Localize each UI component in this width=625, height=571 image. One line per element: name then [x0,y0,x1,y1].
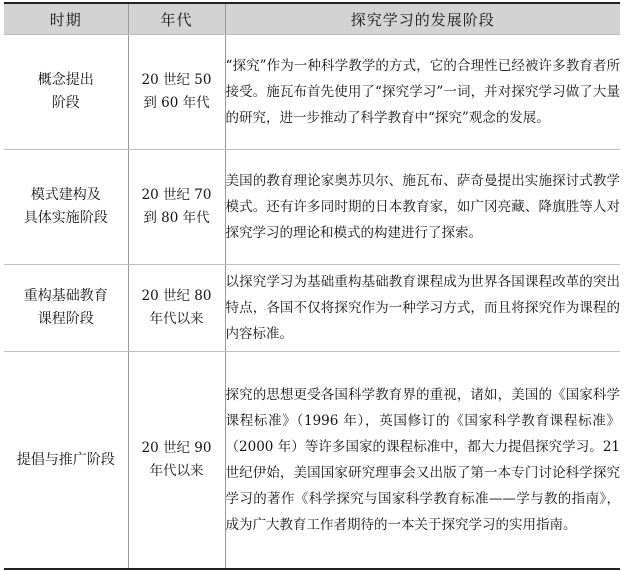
era-line: 年代以来 [149,311,204,327]
period-line: 重构基础教育 [23,288,108,304]
period-line: 阶段 [51,95,80,111]
period-cell [4,35,128,150]
era-line: 20 世纪 80 [141,288,212,304]
description-cell: 探究的思想更受各国科学教育界的重视，诸如，美国的《国家科学课程标准》（1996 年），英国修订的《国家科学教育课程标准》（2000 年）等许多国家的课程标准中，都大力提倡探究学习。21 世纪伊始，美国国家研究理事会又出版了第一本专门讨论科学探究学习的著作《科学探究与国家科学教育标准——学与教的指南》，成为广大教育工作者期待的一本关于探究学习的实用指南。 [225,352,620,570]
period-line: 概念提出 [37,72,94,88]
description-cell: 以探究学习为基础重构基础教育课程成为世界各国课程改革的突出特点，各国不仅将探究作为一种学习方式，而且将探究作为课程的内容标准。 [225,265,620,352]
period-cell [4,352,128,570]
era-cell [128,352,225,570]
era-cell [128,265,225,352]
era-line: 到 80 年代 [143,210,210,226]
era-line: 到 60 年代 [143,95,210,111]
era-line: 年代以来 [149,463,204,479]
era-cell [128,150,225,265]
description-cell: “探究”作为一种科学教学的方式，它的合理性已经被许多教育者所接受。施瓦布首先使用了“探究学习”一词，并对探究学习做了大量的研究，进一步推动了科学教育中“探究”观念的发展。 [225,35,620,150]
period-line: 课程阶段 [37,311,94,327]
period-line: 提倡与推广阶段 [16,451,115,468]
era-line: 20 世纪 70 [141,187,212,203]
period-cell [4,150,128,265]
era-line: 20 世纪 50 [141,72,212,88]
period-cell [4,265,128,352]
table-row [4,265,620,352]
era-cell [128,35,225,150]
table-row [4,35,620,150]
header-row [4,3,620,35]
period-line: 具体实施阶段 [23,210,108,226]
period-line: 模式建构及 [30,187,101,203]
table-row [4,150,620,265]
description-cell: 美国的教育理论家奥苏贝尔、施瓦布、萨奇曼提出实施探讨式教学模式。还有许多同时期的日本教育家，如广冈亮藏、降旗胜等人对探究学习的理论和模式的构建进行了探索。 [225,150,620,265]
table-row [4,352,620,570]
header-stage: 探究学习的发展阶段 [225,3,620,35]
header-period: 时期 [4,3,128,35]
era-line: 20 世纪 90 [141,440,212,456]
header-era: 年代 [128,3,225,35]
development-stages-table [4,2,620,570]
